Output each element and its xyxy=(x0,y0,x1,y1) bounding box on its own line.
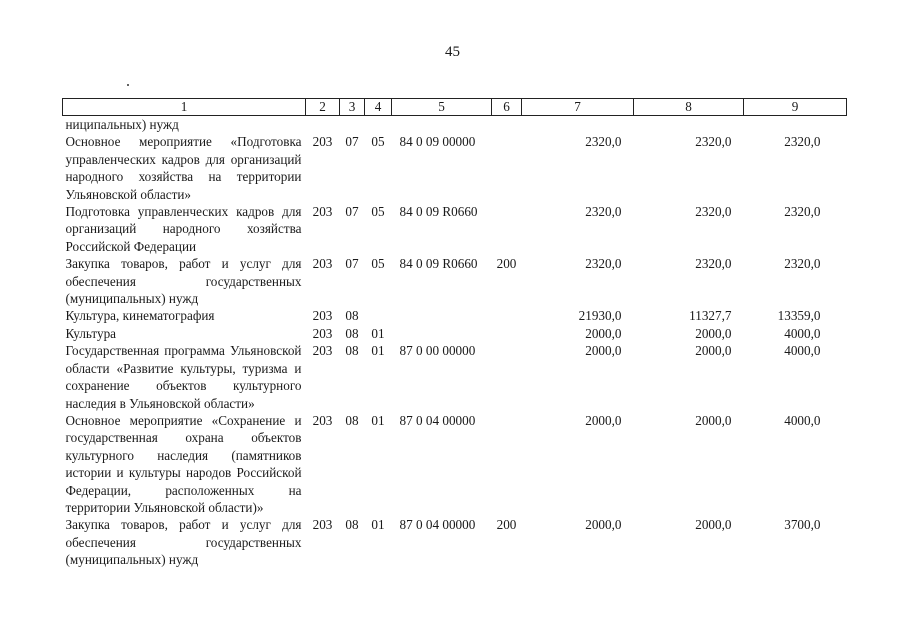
row-code-ministry: 203 xyxy=(312,204,333,220)
column-header: 4 xyxy=(365,99,392,116)
row-amount-col7: 2000,0 xyxy=(585,325,622,341)
row-code-subsection: 01 xyxy=(371,325,385,341)
row-code-expense-type xyxy=(492,307,522,324)
row-amount-col8: 11327,7 xyxy=(689,308,732,324)
page-number: 45 xyxy=(445,44,460,60)
row-code-section: 08 xyxy=(345,325,359,341)
row-amount-col7: 21930,0 xyxy=(578,308,622,324)
row-name: ниципальных) нужд xyxy=(65,117,179,132)
row-code-target xyxy=(392,325,492,342)
row-code-target: 87 0 00 00000 xyxy=(399,343,476,359)
row-code-target: 84 0 09 R0660 xyxy=(399,256,478,272)
row-amount-col8: 2000,0 xyxy=(695,412,732,428)
table-row xyxy=(63,325,847,342)
row-name: Основное мероприятие «Сохранение и государственная охрана объектов культурного наследия (памятников истории и культуры народов Российской Федерации, расположенных на территории Ульяновской области)» xyxy=(65,412,302,515)
table-row xyxy=(63,203,847,255)
row-code-ministry: 203 xyxy=(312,134,333,150)
row-code-expense-type xyxy=(492,342,522,412)
column-header: 9 xyxy=(744,99,847,116)
row-code-target: 84 0 09 00000 xyxy=(399,134,476,150)
row-amount-col9: 2320,0 xyxy=(784,204,821,220)
row-code-subsection: 01 xyxy=(371,517,385,533)
row-code-section: 08 xyxy=(345,308,359,324)
column-header: 5 xyxy=(392,99,492,116)
row-code-ministry: 203 xyxy=(312,343,333,359)
row-amount-col8: 2000,0 xyxy=(695,343,732,359)
row-amount-col8: 2320,0 xyxy=(695,204,732,220)
row-code-expense-type xyxy=(492,203,522,255)
row-code-section: 08 xyxy=(345,412,359,428)
row-amount-col9 xyxy=(744,116,847,134)
column-header: 2 xyxy=(306,99,340,116)
table-row xyxy=(63,412,847,516)
row-code-target: 87 0 04 00000 xyxy=(399,517,476,533)
row-code-expense-type xyxy=(492,325,522,342)
row-code-target: 87 0 04 00000 xyxy=(399,412,476,428)
row-name: Закупка товаров, работ и услуг для обеспечения государственных (муниципальных) нужд xyxy=(65,256,302,307)
row-amount-col8 xyxy=(634,116,744,134)
row-code-section: 07 xyxy=(345,134,359,150)
row-amount-col7: 2320,0 xyxy=(585,256,622,272)
row-amount-col9: 4000,0 xyxy=(784,343,821,359)
table-row xyxy=(63,133,847,203)
row-code-ministry: 203 xyxy=(312,517,333,533)
row-amount-col9: 4000,0 xyxy=(784,412,821,428)
row-code-ministry: 203 xyxy=(312,256,333,272)
row-code-ministry: 203 xyxy=(312,412,333,428)
column-header: 3 xyxy=(340,99,365,116)
row-code-subsection: 05 xyxy=(371,134,385,150)
row-code-ministry: 203 xyxy=(312,325,333,341)
row-code-subsection: 01 xyxy=(371,343,385,359)
row-amount-col7: 2320,0 xyxy=(585,204,622,220)
row-amount-col7: 2000,0 xyxy=(585,343,622,359)
column-header: 6 xyxy=(492,99,522,116)
column-header: 8 xyxy=(634,99,744,116)
row-name: Закупка товаров, работ и услуг для обеспечения государственных (муниципальных) нужд xyxy=(65,517,302,568)
table-row xyxy=(63,307,847,324)
row-code-expense-type: 200 xyxy=(496,256,517,272)
row-code-subsection: 05 xyxy=(371,256,385,272)
row-code-target: 84 0 09 R0660 xyxy=(399,204,478,220)
scan-dot xyxy=(127,84,129,86)
budget-table xyxy=(62,98,847,569)
row-amount-col7 xyxy=(522,116,634,134)
row-code-expense-type xyxy=(492,133,522,203)
row-code-section: 07 xyxy=(345,256,359,272)
row-amount-col8: 2320,0 xyxy=(695,134,732,150)
row-name: Основное мероприятие «Подготовка управленческих кадров для организаций народного хозяйства на территории Ульяновской области» xyxy=(65,134,302,202)
row-amount-col9: 2320,0 xyxy=(784,134,821,150)
row-name: Подготовка управленческих кадров для организаций народного хозяйства Российской Федерации xyxy=(65,204,302,254)
row-amount-col9: 13359,0 xyxy=(777,308,821,324)
row-code-expense-type xyxy=(492,116,522,134)
table-row xyxy=(63,516,847,568)
row-code-ministry: 203 xyxy=(312,308,333,324)
row-code-subsection: 05 xyxy=(371,204,385,220)
row-code-target xyxy=(392,307,492,324)
row-name: Государственная программа Ульяновской области «Развитие культуры, туризма и сохранение объектов культурного наследия в Ульяновской области» xyxy=(65,343,302,411)
row-code-expense-type xyxy=(492,412,522,516)
row-amount-col9: 3700,0 xyxy=(784,517,821,533)
row-code-subsection xyxy=(365,307,392,324)
row-code-section: 08 xyxy=(345,517,359,533)
row-code-section xyxy=(340,116,365,134)
row-code-section: 07 xyxy=(345,204,359,220)
row-name: Культура xyxy=(65,325,117,341)
table-body xyxy=(63,116,847,569)
row-code-ministry xyxy=(306,116,340,134)
row-amount-col7: 2000,0 xyxy=(585,412,622,428)
table-row xyxy=(63,116,847,134)
row-amount-col8: 2000,0 xyxy=(695,517,732,533)
table-row xyxy=(63,255,847,307)
row-code-section: 08 xyxy=(345,343,359,359)
row-amount-col9: 4000,0 xyxy=(784,325,821,341)
column-header: 1 xyxy=(63,99,306,116)
row-amount-col8: 2000,0 xyxy=(695,325,732,341)
table-row xyxy=(63,342,847,412)
row-amount-col7: 2320,0 xyxy=(585,134,622,150)
row-amount-col7: 2000,0 xyxy=(585,517,622,533)
column-header: 7 xyxy=(522,99,634,116)
row-amount-col8: 2320,0 xyxy=(695,256,732,272)
row-code-subsection: 01 xyxy=(371,412,385,428)
row-code-expense-type: 200 xyxy=(496,517,517,533)
row-code-target xyxy=(392,116,492,134)
row-name: Культура, кинематография xyxy=(65,308,215,324)
row-code-subsection xyxy=(365,116,392,134)
row-amount-col9: 2320,0 xyxy=(784,256,821,272)
column-header-row xyxy=(63,99,847,116)
